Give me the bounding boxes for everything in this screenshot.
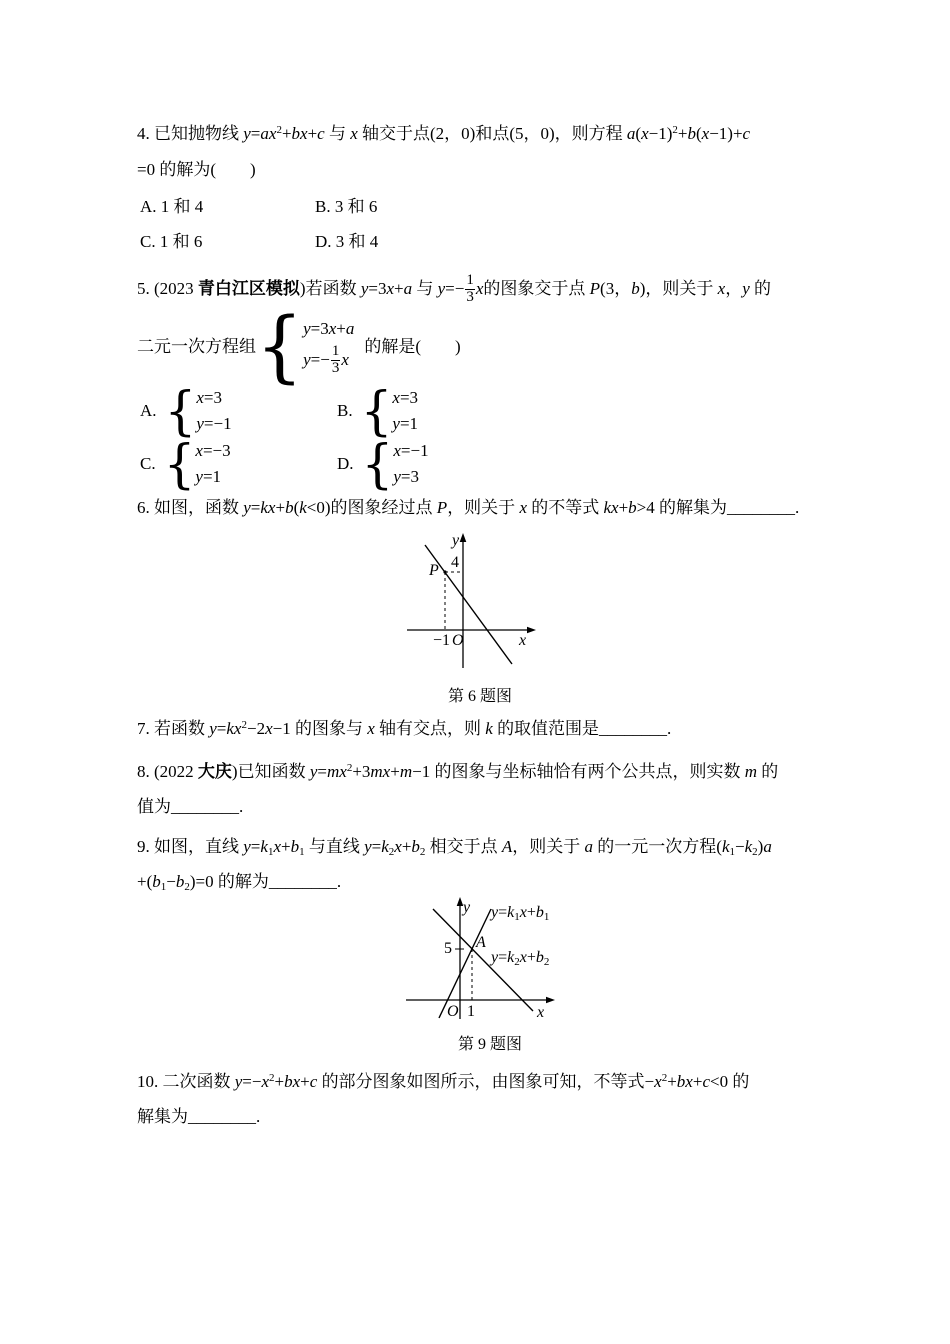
q4-option-a: A. 1 和 4 xyxy=(140,197,204,216)
left-brace: { xyxy=(256,301,304,392)
y-axis-label: y xyxy=(463,899,471,916)
option-values xyxy=(195,438,230,490)
q5-equation-system xyxy=(137,301,461,392)
option-row1: x=−1 xyxy=(393,441,429,460)
q9-line2: $+(b_1-b_2)=0$ 的解为________. xyxy=(137,872,342,893)
q8-line1: 8. (2022 大庆)已知函数 $y=mx^2+3mx+m-1$ 的图象与坐标轴恰有两个公共点，则实数 m 的 xyxy=(137,762,779,781)
q5-line1-post: 的图象交于点 P(3，b)，则关于 x，y 的 xyxy=(483,278,771,298)
option-values xyxy=(393,438,428,490)
q5-system-row2-pre: y=− xyxy=(303,349,330,369)
x-value-label: −1 xyxy=(433,632,451,649)
q5-option-b xyxy=(337,380,419,442)
left-brace: { xyxy=(164,380,197,442)
x-axis-label: x xyxy=(519,632,527,649)
option-row1: x=3 xyxy=(196,388,222,407)
q5-line2-post: 的解是( ) xyxy=(364,336,461,356)
figure-6-caption: 第 6 题图 xyxy=(447,688,512,705)
fraction-numerator: 1 xyxy=(466,271,474,288)
left-brace: { xyxy=(163,433,196,495)
q5-system-row1: y=3x+a xyxy=(303,318,355,338)
q10-line2: 解集为________. xyxy=(137,1107,261,1126)
q5-system-row2-post: x xyxy=(341,349,349,369)
option-row2: y=1 xyxy=(392,414,419,433)
option-values xyxy=(392,385,418,437)
origin-label: O xyxy=(452,632,464,649)
point-a-label: A xyxy=(476,934,486,951)
x-axis-arrow xyxy=(546,997,555,1004)
q4-option-b: B. 3 和 6 xyxy=(315,197,378,216)
q5-system-rows xyxy=(303,316,354,379)
option-label: A. xyxy=(140,400,157,420)
q9-line1: 9. 如图，直线 $y=k_1x+b_1$ 与直线 $y=k_2x+b_2$ 相交于点 A，则关于 a 的一元一次方程$(k_1-k_2)a$ xyxy=(137,837,772,858)
left-brace: { xyxy=(361,433,394,495)
q5-option-a xyxy=(140,380,232,442)
q4-line1: 4. 已知抛物线 $y=ax^2+bx+c$ 与 x 轴交于点(2，0)和点(5，0)，则方程 $a(x-1)^2+b(x-1)+c$ xyxy=(137,124,751,143)
q6-text: 6. 如图，函数 y=kx+b(k<0)的图象经过点 P，则关于 x 的不等式 kx+b>4 的解集为________. xyxy=(137,498,800,517)
figure-9-plot xyxy=(400,897,580,1023)
option-row1: x=−3 xyxy=(195,441,231,460)
q8-line2: 值为________. xyxy=(137,797,244,816)
q10-line1: 10. 二次函数 $y=-x^2+bx+c$ 的部分图象如图所示，由图象可知，不等式$-x^2+bx+c<0$ 的 xyxy=(137,1072,750,1091)
y-axis-arrow xyxy=(460,533,467,542)
q5-system-label: 二元一次方程组 xyxy=(137,336,256,356)
q5-system-row2 xyxy=(303,342,354,379)
q5-line1-pre: 5. (2023 青白江区模拟)若函数 y=3x+a 与 y=− xyxy=(137,278,465,298)
q5-fraction xyxy=(465,273,475,306)
q5-system-fraction xyxy=(331,344,341,377)
option-label: C. xyxy=(140,453,156,473)
line-k1-positive-slope xyxy=(439,909,491,1018)
option-label: B. xyxy=(337,400,353,420)
x-value-label: 1 xyxy=(467,1003,475,1020)
line1-equation-label: $y=k_1x+b_1$ xyxy=(491,904,550,923)
q4-option-d: D. 3 和 4 xyxy=(315,232,379,251)
y-value-label: 5 xyxy=(444,940,452,957)
fraction-denominator: 3 xyxy=(331,359,340,376)
figure-9-caption: 第 9 题图 xyxy=(457,1036,522,1053)
option-row1: x=3 xyxy=(392,388,419,407)
q5-line1 xyxy=(137,270,771,308)
x-axis-label: x xyxy=(537,1004,545,1021)
option-values xyxy=(196,385,231,437)
point-p-dot xyxy=(443,570,446,573)
point-p-label: P xyxy=(429,562,439,579)
figure-6 xyxy=(395,533,565,705)
figure-6-plot xyxy=(395,533,565,673)
q5-line1-mid: x xyxy=(475,278,484,298)
option-label: D. xyxy=(337,453,354,473)
option-row2: y=3 xyxy=(393,467,419,486)
y-value-label: 4 xyxy=(451,554,459,571)
q4-option-c: C. 1 和 6 xyxy=(140,232,203,251)
option-row2: y=1 xyxy=(195,467,222,486)
q5-option-d xyxy=(337,433,429,495)
origin-label: O xyxy=(447,1003,459,1020)
q5-option-c xyxy=(140,433,231,495)
line2-equation-label: $y=k_2x+b_2$ xyxy=(491,949,550,968)
figure-9 xyxy=(400,897,580,1052)
fraction-denominator: 3 xyxy=(466,288,474,305)
q4-line2: =0 的解为( ) xyxy=(137,160,256,179)
y-axis-label: y xyxy=(452,532,460,549)
q7-text: 7. 若函数 $y=kx^2-2x-1$ 的图象与 x 轴有交点，则 k 的取值范围是________. xyxy=(137,719,672,738)
fraction-numerator: 1 xyxy=(331,342,340,359)
option-row2: y=−1 xyxy=(196,414,232,433)
x-axis-arrow xyxy=(527,627,536,634)
left-brace: { xyxy=(360,380,393,442)
